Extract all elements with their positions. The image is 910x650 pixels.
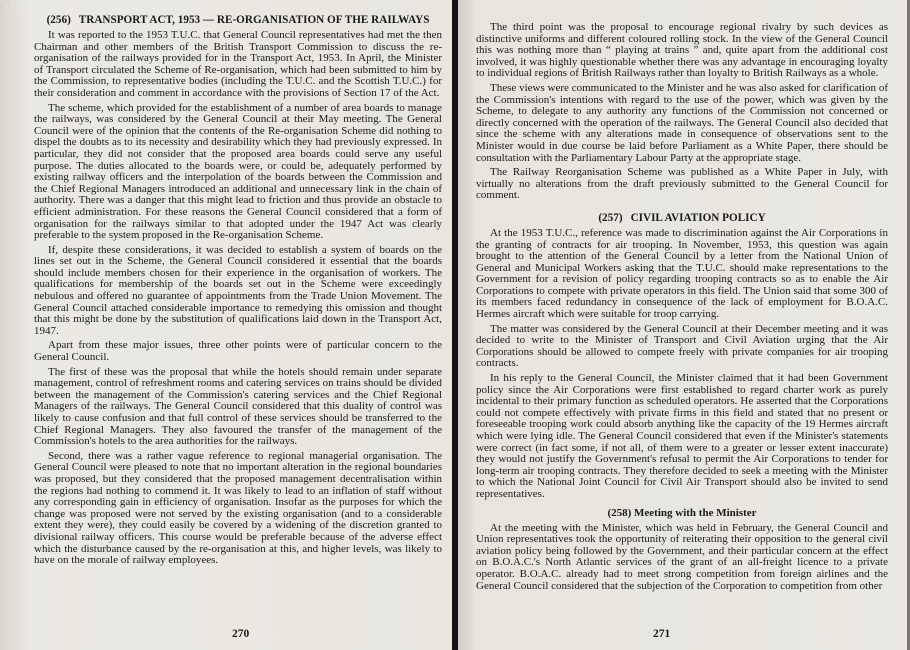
- paragraph: Second, there was a rather vague reference to regional managerial organisation. The General Council were pleased to note that no important alteration in the regional boundaries was proposed, but they considered that the proposed management decentralisation within the regions had nothing to commend it. It was likely to lead to an inflation of staff without any corresponding gain in efficiency of organisation. Insofar as the purposes for which the change was proposed were not served by the existing organisation (and to a considerable extent they were), they could easily be covered by a widening of the discretion granted to divisional railway officers. This course would be preferable because of the adverse effect which the disturbance caused by the re-organisation at this, and higher levels, was likely to have on the morale of railway employees.: [34, 449, 442, 567]
- left-page: [0, 0, 452, 650]
- paragraph: The third point was the proposal to encourage regional rivalry by such devices as distinctive uniforms and different coloured rolling stock. In the view of the General Council this was nothing more than “ playing at trains ” and, quite apart from the additional cost involved, it was highly questionable whether there was any advantage in encouraging loyalty to individual regions of British Railways rather than loyalty to British Railways as a whole.: [476, 21, 888, 80]
- paragraph: At the meeting with the Minister, which was held in February, the General Council and Union representatives took the opportunity of reiterating their opposition to the general civil aviation policy being followed by the Government, and their particular concern at the effect on B.O.A.C.'s North Atlantic services of the grant of an all-freight licence to a private operator. B.O.A.C. already had to meet strong competition from foreign airlines and the General Council considered that the subjection of the Corporation to competition from other: [476, 521, 888, 592]
- paragraph: The matter was considered by the General Council at their December meeting and it was decided to write to the Minister of Transport and Civil Aviation urging that the Air Corporations should be allowed to compete freely with private companies for air trooping contracts.: [476, 322, 888, 370]
- paragraph: In his reply to the General Council, the Minister claimed that it had been Government policy since the Air Corporations were first established to regard charter work as purely incidental to their primary function as scheduled operators. He asserted that the Corporations could not compete effectively with private firms in this field and stated that no present or foreseeable trooping work could absorb anything like the capacity of the 19 Hermes aircraft which were lying idle. The General Council considered that even if the Minister's statements were correct (in fact some, if not all, of them were to a greater or lesser extent inaccurate) they would not justify the Government's refusal to permit the Air Corporations to tender for long-term air trooping contracts. They therefore decided to seek a meeting with the Minister to which the National Joint Council for Civil Air Transport should also be invited to send representatives.: [476, 372, 888, 500]
- paragraph: The Railway Reorganisation Scheme was published as a White Paper in July, with virtually no alterations from the draft previously submitted to the General Council for comment.: [476, 166, 888, 202]
- section-title: CIVIL AVIATION POLICY: [630, 211, 766, 224]
- section-title: TRANSPORT ACT, 1953 — RE-ORGANISATION OF THE RAILWAYS: [78, 14, 430, 26]
- section-number: (256): [46, 14, 71, 26]
- paragraph: Apart from these major issues, three other points were of particular concern to the General Council.: [34, 339, 442, 364]
- paragraph: These views were communicated to the Minister and he was also asked for clarification of the Commission's intentions with regard to the use of the power, which was given by the Scheme, to delegate to any authority any functions of the Commission not concerned or directly concerned with the operation of the railways. The General Council also decided that since the scheme with any alterations made in consequence of observations sent to the Minister would in due course be laid before Parliament as a White Paper, there should be consultation with the Parliamentary Labour Party at the appropriate stage.: [476, 81, 888, 164]
- page-number: 271: [653, 628, 671, 640]
- paragraph: It was reported to the 1953 T.U.C. that General Council representatives had met the then Chairman and other members of the British Transport Commission to discuss the re-organisation of the railways provided for in the Transport Act, 1953. In April, the Minister of Transport circulated the Scheme of Re-organisation, which had been submitted to him by the Commission, to representative bodies (including the T.U.C. and the Scottish T.U.C.) for their consideration and comment in accordance with the provisions of Section 17 of the Act.: [34, 29, 442, 99]
- right-page: [458, 0, 910, 650]
- section-heading-257: [476, 212, 888, 224]
- paragraph: The first of these was the proposal that while the hotels should remain under separate management, control of refreshment rooms and catering services on trains should be divided between the management of the Commission's catering services and the Chief Regional Managers of the railways. The General Council considered that this duality of control was likely to cause confusion and that full control of these services should be transferred to the Chief Regional Managers. They also favoured the transfer of the management of the Commission's hotels to the area authorities for the railways.: [34, 365, 442, 448]
- subsection-heading-258: (258) Meeting with the Minister: [607, 506, 757, 519]
- watermark: (C) TUC Library Collections: [4, 3, 159, 13]
- paragraph: The scheme, which provided for the establishment of a number of area boards to manage the railways, was considered by the General Council at their May meeting. The General Council were of the opinion that the contents of the Re-organisation Scheme did nothing to dispel the doubts as to its necessity and desirability which they had previously expressed. In particular, they did not consider that the proposed area boards could serve any useful purpose. The duties allocated to the boards were, or could be, adequately performed by existing railway officers and the interpolation of the boards between the Commission and the Chief Regional Managers introduced an additional and unnecessary link in the chain of authority. There was a danger that this might lead to friction and thus provide an obstacle to efficient administration. For these reasons the General Council considered that a form of organisation for the railways similar to that adopted under the 1947 Act was clearly preferable to the system proposed in the Re-organisation Scheme.: [34, 101, 442, 242]
- section-number: (257): [598, 211, 623, 224]
- paragraph: If, despite these considerations, it was decided to establish a system of boards on the lines set out in the Scheme, the General Council considered it essential that the boards should include members chosen for their experience in the organisation of workers. The qualifications for membership of the boards set out in the Scheme were exceedingly nebulous and offered no guarantee of appointments from the Trade Union Movement. The General Council attached considerable importance to remedying this omission and thought that this might be done by the substitution of qualifications laid down in the Transport Act, 1947.: [34, 243, 442, 337]
- paragraph: At the 1953 T.U.C., reference was made to discrimination against the Air Corporations in the granting of contracts for air trooping. In November, 1953, this question was again brought to the attention of the General Council by a letter from the National Union of General and Municipal Workers asking that the T.U.C. should make representations to the Government for a revision of policy regarding trooping contracts so as to enable the Air Corporations to compete with private operators in this field. The Union said that some 300 of its members faced redundancy in consequence of the lack of employment for B.O.A.C. Hermes aircraft which were suitable for troop carrying.: [476, 226, 888, 321]
- page-number: 270: [232, 628, 250, 640]
- section-heading-256: [34, 14, 442, 26]
